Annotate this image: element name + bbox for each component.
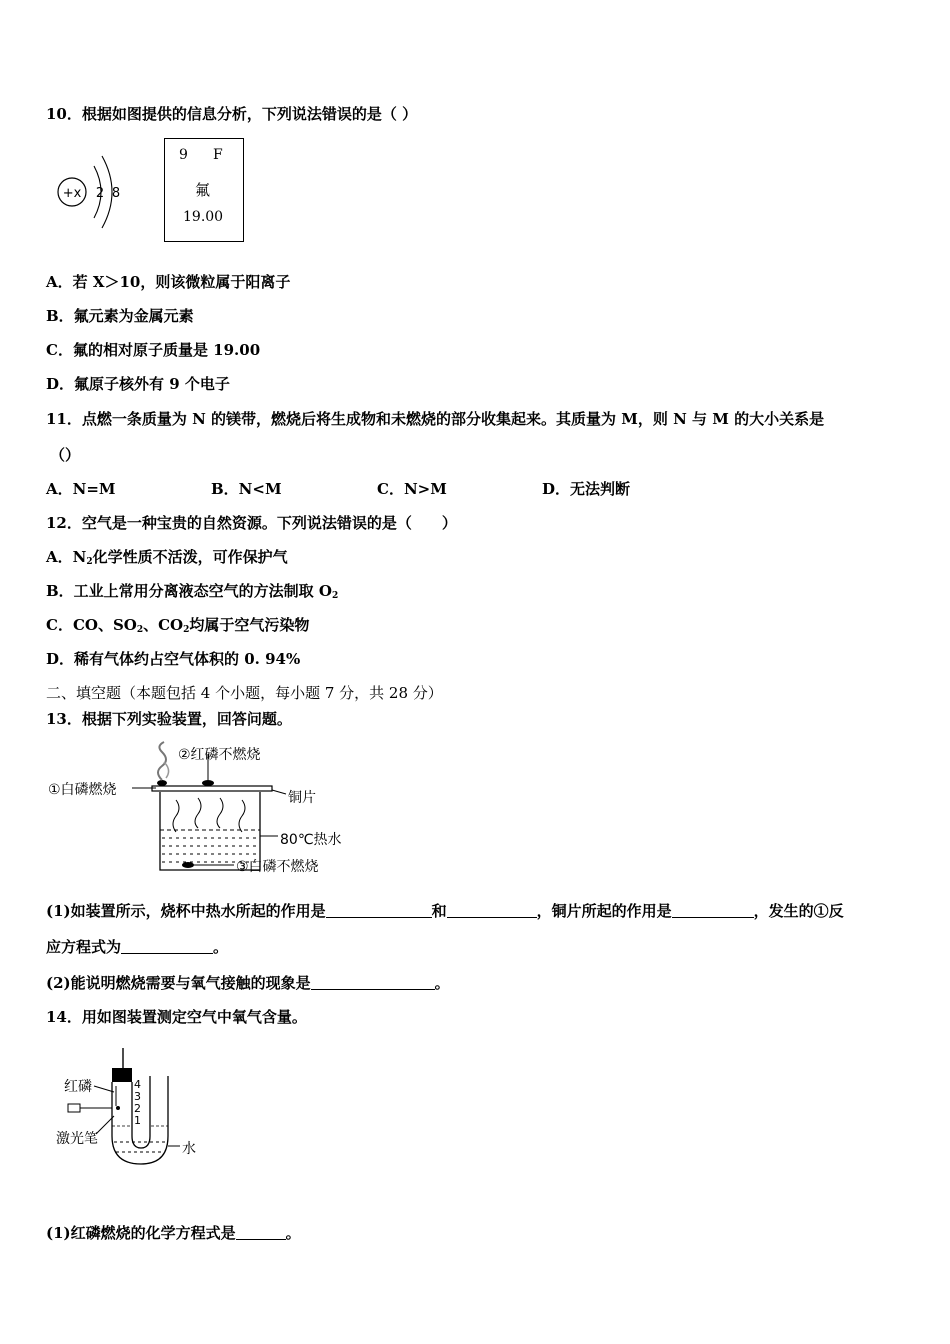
q14-stem: 14．用如图装置测定空气中氧气含量。: [46, 1008, 307, 1026]
q11-option-b: B．N<M: [211, 480, 282, 498]
scale-4: 4: [134, 1078, 141, 1091]
q13-part2: (2)能说明燃烧需要与氧气接触的现象是 。: [46, 974, 450, 992]
copper-plate: [152, 786, 272, 791]
scale-2: 2: [134, 1102, 141, 1115]
element-mass: 19.00: [183, 209, 224, 225]
q10-option-a: A．若 X＞10，则该微粒属于阳离子: [46, 273, 291, 291]
stopper: [112, 1068, 132, 1082]
element-name: 氟: [195, 181, 211, 199]
q12-option-c: C．CO、$SO_2$、$CO_2$均属于空气污染物: [46, 616, 310, 635]
q11-option-d: D．无法判断: [542, 480, 631, 498]
laser-pen: [68, 1104, 80, 1112]
blank-6[interactable]: [236, 1225, 286, 1240]
shell2-electrons: 8: [111, 186, 121, 201]
blank-2[interactable]: [447, 903, 537, 918]
fig13-label-white-p-burning: ①白磷燃烧: [48, 782, 117, 798]
q10-stem: 10．根据如图提供的信息分析，下列说法错误的是（ ）: [46, 105, 418, 123]
scale-3: 3: [134, 1090, 141, 1103]
element-symbol: F: [213, 147, 223, 163]
q14-part1: (1)红磷燃烧的化学方程式是 。: [46, 1224, 301, 1242]
section-2-heading: 二、填空题（本题包括 4 个小题，每小题 7 分，共 28 分）: [46, 684, 443, 702]
q11-stem-paren: （）: [50, 446, 81, 464]
q10-option-c: C．氟的相对原子质量是 19.00: [46, 341, 261, 359]
q13-stem: 13．根据下列实验装置，回答问题。: [46, 710, 292, 728]
nucleus-charge: +x: [62, 186, 82, 201]
fig14-label-red-p: 红磷: [64, 1079, 92, 1095]
q11-option-c: C．N>M: [377, 480, 447, 498]
q12-option-a: A．$N_2$化学性质不活泼，可作保护气: [46, 548, 288, 567]
q12-option-d: D．稀有气体约占空气体积的 0. 94%: [46, 650, 301, 668]
blank-5[interactable]: [311, 975, 435, 990]
fig13-label-red-p: ②红磷不燃烧: [178, 747, 261, 763]
q10-option-d: D．氟原子核外有 9 个电子: [46, 375, 230, 393]
fig13-label-white-p-water: ③白磷不燃烧: [236, 859, 319, 875]
q10-option-b: B．氟元素为金属元素: [46, 307, 194, 325]
q11-stem: 11．点燃一条质量为 N 的镁带，燃烧后将生成物和未燃烧的部分收集起来。其质量为 M，则 N 与 M 的大小关系是: [46, 410, 825, 428]
fig13-label-hot-water: 80℃热水: [280, 832, 342, 848]
scale-1: 1: [134, 1114, 141, 1127]
q13-part1: (1)如装置所示，烧杯中热水所起的作用是 和 ，铜片所起的作用是 ，发生的①反: [46, 902, 844, 920]
q12-stem: 12．空气是一种宝贵的自然资源。下列说法错误的是（ ）: [46, 514, 457, 532]
fig13-label-copper: 铜片: [288, 790, 316, 806]
atom-structure-diagram: [52, 148, 132, 238]
fig14-label-laser: 激光笔: [56, 1131, 98, 1147]
q12-option-b: B．工业上常用分离液态空气的方法制取 $O_2$: [46, 582, 339, 601]
element-number: 9: [179, 147, 188, 163]
blank-3[interactable]: [672, 903, 754, 918]
blank-1[interactable]: [326, 903, 432, 918]
q13-part1-cont: 应方程式为 。: [46, 938, 229, 956]
blank-4[interactable]: [121, 939, 213, 954]
fig14-label-water: 水: [182, 1141, 196, 1157]
shell1-electrons: 2: [95, 186, 105, 201]
q11-option-a: A．N=M: [46, 480, 116, 498]
element-card: [164, 138, 244, 242]
